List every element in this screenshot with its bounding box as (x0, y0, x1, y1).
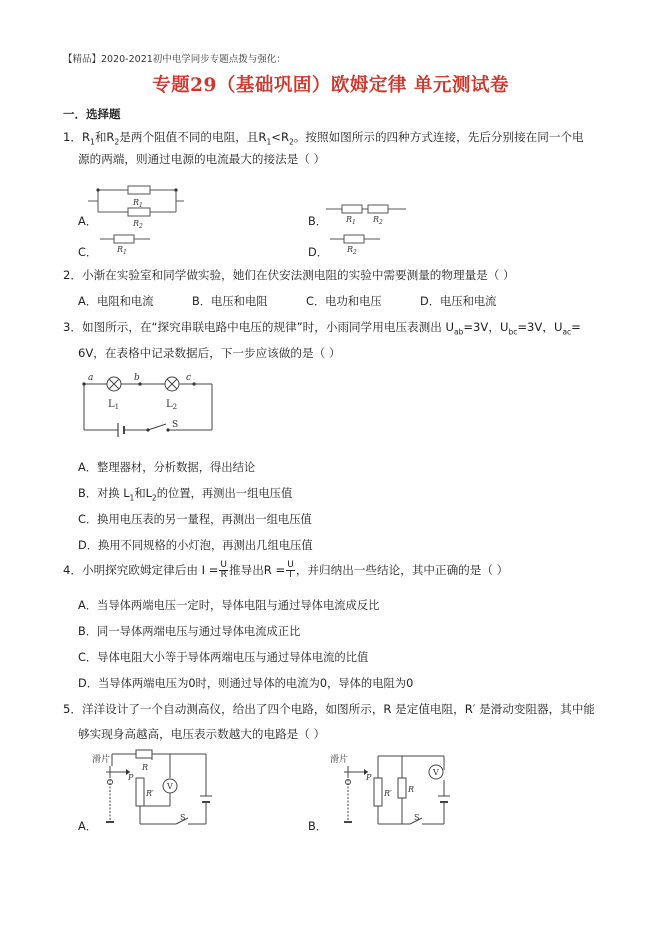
q5b-label-v: V (433, 768, 439, 777)
svg-text:R2: $R_2$ (347, 245, 357, 256)
q5a-slider-label: 滑片 (92, 755, 111, 765)
q5a-label-s: S (180, 813, 186, 822)
q3-label-c: c (186, 373, 192, 383)
q1-circuit-a (94, 178, 184, 230)
q5-option-a[interactable]: A． (78, 820, 98, 833)
q4-option-d[interactable]: D．当导体两端电压为0时，则通过导体的电流为0，导体的电阻为0 (78, 677, 414, 690)
q1-option-a[interactable]: A． (78, 215, 98, 228)
q5b-slider-label: 滑片 (330, 755, 349, 765)
q3-circuit-diagram (78, 370, 218, 442)
q5a-label-p: P (128, 773, 134, 782)
q3-option-a[interactable]: A．整理器材，分析数据，得出结论 (78, 461, 256, 474)
q5b-label-s: S (414, 813, 420, 822)
q3-label-s: S (172, 420, 179, 430)
svg-text:R2: $R_2$ (133, 219, 143, 230)
q1-option-c[interactable]: C． (78, 246, 98, 259)
q5-circuit-a (92, 750, 222, 834)
q2-option-b[interactable]: B．电压和电阻 (192, 295, 268, 308)
q3-label-b: b (134, 373, 140, 383)
q5b-label-rp: R′ (384, 789, 392, 798)
q5-option-b[interactable]: B． (308, 820, 328, 833)
q3-label-a: a (88, 373, 94, 383)
svg-text:L2: $L_2$ (166, 399, 178, 411)
q1-circuit-c (100, 233, 150, 255)
question-5: 5．洋洋设计了一个自动测高仪，给出了四个电路，如图所示，R 是定值电阻，R′ 是滑动变阻器，其中能 (63, 702, 596, 716)
svg-text:R1: $R_1$ (117, 245, 127, 256)
svg-text:R1: $R_1$ (346, 215, 356, 226)
section-heading: 一．选择题 (63, 107, 121, 121)
question-2: 2．小渐在实验室和同学做实验，她们在伏安法测电阻的实验中需要测量的物理量是（ ） (63, 268, 515, 282)
q3-option-b[interactable]: B．对换 $L_1$和$L_2$的位置，再测出一组电压值 (78, 487, 293, 503)
svg-text:R2: $R_2$ (373, 215, 383, 226)
q4-option-a[interactable]: A．当导体两端电压一定时，导体电阻与通过导体电流成反比 (78, 599, 380, 612)
q5-circuit-b (330, 750, 460, 834)
page-title: 专题29（基础巩固）欧姆定律 单元测试卷 (152, 75, 509, 96)
q1-circuit-b (326, 201, 406, 226)
q2-option-a[interactable]: A．电阻和电流 (78, 295, 154, 308)
q3-option-d[interactable]: D．换用不同规格的小灯泡，再测出几组电压值 (78, 539, 313, 552)
q3-option-c[interactable]: C．换用电压表的另一量程，再测出一组电压值 (78, 513, 312, 526)
q2-option-c[interactable]: C．电功和电压 (306, 295, 382, 308)
q1-option-d[interactable]: D． (308, 246, 328, 259)
q5a-label-r: R (142, 763, 149, 772)
question-3-line2: 6V，在表格中记录数据后，下一步应该做的是（ ） (78, 346, 341, 360)
question-1-line2: 源的两端，则通过电源的电流最大的接法是（ ） (78, 152, 326, 166)
q5a-label-v: V (167, 782, 173, 791)
question-3: 3．如图所示，在“探究串联电路中电压的规律”时，小雨同学用电压表测出 $U_{ab}=3V$，$U_{bc}=3V$，$U_{ac}=$ (63, 320, 581, 337)
q5a-label-rp: R′ (146, 789, 154, 798)
q5b-label-r: R (408, 785, 415, 794)
question-1: 1．$R_1$和$R_2$是两个阻值不同的电阻，且$R_1<R_2$。按照如图所示的四种方式连接，先后分别接在同一个电 (63, 130, 584, 147)
question-5-line2: 够实现身高越高，电压表示数越大的电路是（ ） (78, 727, 326, 741)
svg-text:R1: $R_1$ (133, 198, 143, 209)
svg-text:L1: $L_1$ (108, 399, 120, 411)
q5b-label-p: P (366, 773, 372, 782)
question-4: 4．小明探究欧姆定律后由 I = $\frac{U}{R}$ 推导出R = $\frac{U}{I}$ ，并归纳出一些结论，其中正确的是（ ） (63, 560, 509, 580)
q1-option-b[interactable]: B． (308, 215, 328, 228)
q4-option-b[interactable]: B．同一导体两端电压与通过导体电流成正比 (78, 625, 301, 638)
q2-option-d[interactable]: D．电压和电流 (420, 295, 497, 308)
page-header: 【精品】2020-2021初中电学同步专题点拨与强化： (63, 54, 286, 65)
q4-option-c[interactable]: C．导体电阻大小等于导体两端电压与通过导体电流的比值 (78, 651, 369, 664)
q1-circuit-d (330, 233, 380, 255)
